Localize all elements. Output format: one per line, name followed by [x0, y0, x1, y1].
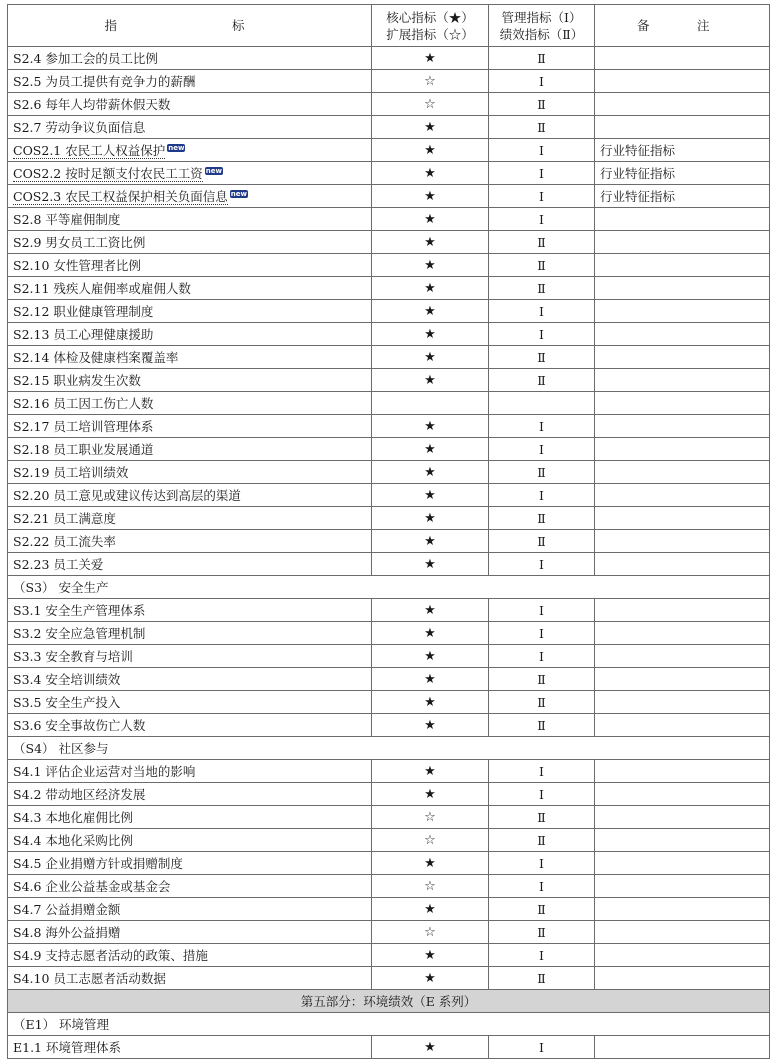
management-performance-mark: Ⅱ	[489, 921, 595, 944]
indicator-name-cell	[8, 461, 372, 484]
management-performance-mark: Ⅱ	[489, 47, 595, 70]
remark-cell	[595, 323, 770, 346]
management-performance-mark: Ⅱ	[489, 714, 595, 737]
indicator-name-cell	[8, 346, 372, 369]
remark-cell	[595, 507, 770, 530]
indicator-name: S2.15 职业病发生次数	[13, 373, 141, 388]
remark-cell	[595, 599, 770, 622]
management-performance-mark: Ⅱ	[489, 277, 595, 300]
core-indicator-mark: ★	[372, 461, 489, 484]
indicator-name-cell	[8, 921, 372, 944]
table-row	[8, 461, 770, 484]
indicator-name: S4.4 本地化采购比例	[13, 833, 133, 848]
indicator-name: S2.7 劳动争议负面信息	[13, 120, 146, 135]
core-indicator-mark: ★	[372, 645, 489, 668]
indicator-name-cell	[8, 208, 372, 231]
table-row	[8, 254, 770, 277]
table-row	[8, 323, 770, 346]
remark-cell	[595, 921, 770, 944]
remark-cell	[595, 461, 770, 484]
header-performance-label: 绩效指标（Ⅱ）	[499, 26, 584, 42]
indicator-name: S3.1 安全生产管理体系	[13, 603, 146, 618]
management-performance-mark: Ⅱ	[489, 967, 595, 990]
management-performance-mark: Ⅰ	[489, 852, 595, 875]
remark-cell	[595, 622, 770, 645]
core-indicator-mark: ★	[372, 691, 489, 714]
section-heading-row	[8, 737, 770, 760]
indicator-name: S2.20 员工意见或建议传达到高层的渠道	[13, 488, 241, 503]
indicator-name: E1.1 环境管理体系	[13, 1040, 121, 1055]
core-indicator-mark: ★	[372, 369, 489, 392]
remark-cell: 行业特征指标	[595, 185, 770, 208]
core-indicator-mark: ★	[372, 139, 489, 162]
core-indicator-mark: ☆	[372, 93, 489, 116]
indicator-name-cell	[8, 852, 372, 875]
indicator-name: S4.7 公益捐赠金额	[13, 902, 121, 917]
indicator-name-cell	[8, 714, 372, 737]
indicator-name: S2.23 员工关爱	[13, 557, 104, 572]
remark-cell	[595, 300, 770, 323]
table-row	[8, 806, 770, 829]
management-performance-mark: Ⅰ	[489, 438, 595, 461]
management-performance-mark: Ⅰ	[489, 1036, 595, 1059]
remark-cell	[595, 875, 770, 898]
indicator-name-cell	[8, 70, 372, 93]
indicator-name-cell	[8, 806, 372, 829]
core-indicator-mark: ☆	[372, 70, 489, 93]
indicator-name: S4.6 企业公益基金或基金会	[13, 879, 171, 894]
indicator-name: S4.2 带动地区经济发展	[13, 787, 146, 802]
indicator-name-cell	[8, 599, 372, 622]
indicator-name: S2.5 为员工提供有竞争力的薪酬	[13, 74, 196, 89]
indicator-name: S4.8 海外公益捐赠	[13, 925, 121, 940]
core-indicator-mark: ★	[372, 852, 489, 875]
part-heading-row	[8, 990, 770, 1013]
header-remark	[595, 5, 770, 47]
indicator-name: S4.3 本地化雇佣比例	[13, 810, 133, 825]
indicator-name-cell	[8, 231, 372, 254]
indicator-name: S4.10 员工志愿者活动数据	[13, 971, 166, 986]
core-indicator-mark	[372, 392, 489, 415]
table-row	[8, 829, 770, 852]
indicator-name-cell	[8, 116, 372, 139]
core-indicator-mark: ☆	[372, 829, 489, 852]
remark-cell	[595, 116, 770, 139]
remark-cell	[595, 967, 770, 990]
remark-cell	[595, 553, 770, 576]
table-body	[8, 47, 770, 1059]
remark-cell	[595, 668, 770, 691]
management-performance-mark: Ⅰ	[489, 185, 595, 208]
management-performance-mark: Ⅱ	[489, 507, 595, 530]
indicator-name-cell	[8, 139, 372, 162]
management-performance-mark: Ⅰ	[489, 415, 595, 438]
core-indicator-mark: ★	[372, 231, 489, 254]
management-performance-mark: Ⅰ	[489, 70, 595, 93]
remark-cell	[595, 944, 770, 967]
indicator-name-cell	[8, 553, 372, 576]
table-row	[8, 185, 770, 208]
header-remark-label: 备 注	[636, 18, 727, 33]
table-row	[8, 760, 770, 783]
management-performance-mark: Ⅱ	[489, 530, 595, 553]
core-indicator-mark: ★	[372, 277, 489, 300]
table-row	[8, 507, 770, 530]
remark-cell	[595, 277, 770, 300]
indicator-name-cell	[8, 185, 372, 208]
indicator-name: COS2.3 农民工权益保护相关负面信息	[13, 189, 228, 204]
indicator-name: COS2.1 农民工人权益保护	[13, 143, 166, 158]
indicator-name-cell	[8, 323, 372, 346]
indicator-name: S4.5 企业捐赠方针或捐赠制度	[13, 856, 183, 871]
table-row	[8, 622, 770, 645]
indicator-name: S2.10 女性管理者比例	[13, 258, 141, 273]
management-performance-mark: Ⅱ	[489, 829, 595, 852]
table-row	[8, 1036, 770, 1059]
table-header-row	[8, 5, 770, 47]
indicator-name-cell	[8, 691, 372, 714]
indicator-name-cell	[8, 944, 372, 967]
management-performance-mark: Ⅰ	[489, 645, 595, 668]
core-indicator-mark: ★	[372, 530, 489, 553]
indicator-name-cell	[8, 93, 372, 116]
management-performance-mark: Ⅰ	[489, 875, 595, 898]
header-indicator-label: 指 标	[104, 18, 275, 33]
management-performance-mark: Ⅱ	[489, 346, 595, 369]
table-row	[8, 944, 770, 967]
table-row	[8, 668, 770, 691]
indicator-name-cell	[8, 783, 372, 806]
remark-cell	[595, 208, 770, 231]
header-core-extended	[372, 5, 489, 47]
indicator-name-cell	[8, 898, 372, 921]
table-row	[8, 875, 770, 898]
core-indicator-mark: ★	[372, 967, 489, 990]
remark-cell	[595, 70, 770, 93]
indicator-name-cell	[8, 622, 372, 645]
core-indicator-mark: ★	[372, 300, 489, 323]
management-performance-mark: Ⅱ	[489, 369, 595, 392]
core-indicator-mark: ☆	[372, 806, 489, 829]
indicator-name: S2.13 员工心理健康援助	[13, 327, 154, 342]
indicator-name: S2.14 体检及健康档案覆盖率	[13, 350, 179, 365]
indicator-name: S3.2 安全应急管理机制	[13, 626, 146, 641]
indicator-name: S3.6 安全事故伤亡人数	[13, 718, 146, 733]
indicator-name-cell	[8, 47, 372, 70]
remark-cell	[595, 1036, 770, 1059]
table-row	[8, 346, 770, 369]
remark-cell	[595, 530, 770, 553]
management-performance-mark: Ⅰ	[489, 944, 595, 967]
new-badge: new	[168, 144, 185, 152]
section-heading: （S4） 社区参与	[8, 737, 770, 760]
management-performance-mark: Ⅱ	[489, 116, 595, 139]
indicator-name-cell	[8, 875, 372, 898]
indicator-name-cell	[8, 392, 372, 415]
indicator-name-cell	[8, 300, 372, 323]
table-row	[8, 208, 770, 231]
management-performance-mark: Ⅱ	[489, 254, 595, 277]
indicator-name: S2.19 员工培训绩效	[13, 465, 129, 480]
core-indicator-mark: ★	[372, 668, 489, 691]
indicator-name-cell	[8, 967, 372, 990]
indicator-name: S4.9 支持志愿者活动的政策、措施	[13, 948, 208, 963]
table-row	[8, 438, 770, 461]
table-row	[8, 415, 770, 438]
remark-cell	[595, 691, 770, 714]
table-row	[8, 645, 770, 668]
indicator-name: S4.1 评估企业运营对当地的影响	[13, 764, 196, 779]
table-row	[8, 369, 770, 392]
core-indicator-mark: ★	[372, 484, 489, 507]
core-indicator-mark: ★	[372, 208, 489, 231]
table-row	[8, 70, 770, 93]
section-heading: （E1） 环境管理	[8, 1013, 770, 1036]
remark-cell	[595, 829, 770, 852]
indicator-name: S2.9 男女员工工资比例	[13, 235, 146, 250]
core-indicator-mark: ★	[372, 254, 489, 277]
table-row	[8, 852, 770, 875]
table-row	[8, 921, 770, 944]
table-row	[8, 599, 770, 622]
table-row	[8, 484, 770, 507]
table-row	[8, 392, 770, 415]
section-heading: （S3） 安全生产	[8, 576, 770, 599]
indicator-name-cell	[8, 760, 372, 783]
indicator-name: S2.22 员工流失率	[13, 534, 116, 549]
remark-cell	[595, 898, 770, 921]
indicator-name: S2.8 平等雇佣制度	[13, 212, 121, 227]
core-indicator-mark: ★	[372, 1036, 489, 1059]
core-indicator-mark: ★	[372, 783, 489, 806]
indicator-table	[7, 4, 770, 1059]
indicator-name: S2.16 员工因工伤亡人数	[13, 396, 154, 411]
management-performance-mark: Ⅱ	[489, 668, 595, 691]
table-row	[8, 277, 770, 300]
remark-cell	[595, 415, 770, 438]
management-performance-mark: Ⅰ	[489, 323, 595, 346]
indicator-name-cell	[8, 530, 372, 553]
remark-cell	[595, 392, 770, 415]
core-indicator-mark: ★	[372, 116, 489, 139]
core-indicator-mark: ★	[372, 553, 489, 576]
indicator-name-cell	[8, 1036, 372, 1059]
header-extended-label: 扩展指标（☆）	[386, 26, 474, 42]
indicator-name: S2.17 员工培训管理体系	[13, 419, 154, 434]
indicator-name: COS2.2 按时足额支付农民工工资	[13, 166, 203, 181]
indicator-name: S2.4 参加工会的员工比例	[13, 51, 158, 66]
management-performance-mark: Ⅰ	[489, 783, 595, 806]
core-indicator-mark: ★	[372, 944, 489, 967]
indicator-name: S2.21 员工满意度	[13, 511, 116, 526]
core-indicator-mark: ★	[372, 323, 489, 346]
management-performance-mark: Ⅰ	[489, 622, 595, 645]
indicator-name-cell	[8, 162, 372, 185]
table-row	[8, 691, 770, 714]
core-indicator-mark: ★	[372, 760, 489, 783]
remark-cell	[595, 484, 770, 507]
header-core-label: 核心指标（★）	[386, 9, 474, 25]
core-indicator-mark: ★	[372, 898, 489, 921]
core-indicator-mark: ★	[372, 415, 489, 438]
indicator-name: S3.4 安全培训绩效	[13, 672, 121, 687]
management-performance-mark: Ⅰ	[489, 139, 595, 162]
section-heading-row	[8, 576, 770, 599]
remark-cell	[595, 346, 770, 369]
table-row	[8, 553, 770, 576]
table-row	[8, 530, 770, 553]
remark-cell	[595, 714, 770, 737]
indicator-name: S3.5 安全生产投入	[13, 695, 121, 710]
table-row	[8, 898, 770, 921]
indicator-name-cell	[8, 668, 372, 691]
remark-cell	[595, 806, 770, 829]
remark-cell	[595, 645, 770, 668]
remark-cell	[595, 852, 770, 875]
indicator-name-cell	[8, 507, 372, 530]
management-performance-mark: Ⅰ	[489, 484, 595, 507]
indicator-name-cell	[8, 254, 372, 277]
indicator-name: S3.3 安全教育与培训	[13, 649, 133, 664]
core-indicator-mark: ☆	[372, 921, 489, 944]
remark-cell	[595, 254, 770, 277]
management-performance-mark: Ⅰ	[489, 162, 595, 185]
table-row	[8, 231, 770, 254]
remark-cell	[595, 438, 770, 461]
indicator-name-cell	[8, 277, 372, 300]
core-indicator-mark: ★	[372, 47, 489, 70]
management-performance-mark	[489, 392, 595, 415]
remark-cell	[595, 47, 770, 70]
table-row	[8, 300, 770, 323]
remark-cell	[595, 783, 770, 806]
table-row	[8, 116, 770, 139]
indicator-name-cell	[8, 829, 372, 852]
core-indicator-mark: ★	[372, 162, 489, 185]
core-indicator-mark: ★	[372, 714, 489, 737]
management-performance-mark: Ⅱ	[489, 461, 595, 484]
management-performance-mark: Ⅱ	[489, 898, 595, 921]
header-indicator	[8, 5, 372, 47]
indicator-name: S2.11 残疾人雇佣率或雇佣人数	[13, 281, 191, 296]
management-performance-mark: Ⅰ	[489, 599, 595, 622]
indicator-name: S2.6 每年人均带薪休假天数	[13, 97, 171, 112]
remark-cell	[595, 369, 770, 392]
management-performance-mark: Ⅱ	[489, 93, 595, 116]
table-row	[8, 139, 770, 162]
core-indicator-mark: ★	[372, 622, 489, 645]
management-performance-mark: Ⅰ	[489, 553, 595, 576]
remark-cell	[595, 760, 770, 783]
indicator-name: S2.18 员工职业发展通道	[13, 442, 154, 457]
management-performance-mark: Ⅰ	[489, 300, 595, 323]
indicator-name-cell	[8, 645, 372, 668]
remark-cell: 行业特征指标	[595, 162, 770, 185]
core-indicator-mark: ★	[372, 438, 489, 461]
remark-cell: 行业特征指标	[595, 139, 770, 162]
table-row	[8, 162, 770, 185]
section-heading-row	[8, 1013, 770, 1036]
indicator-name-cell	[8, 484, 372, 507]
core-indicator-mark: ☆	[372, 875, 489, 898]
table-row	[8, 967, 770, 990]
core-indicator-mark: ★	[372, 346, 489, 369]
core-indicator-mark: ★	[372, 507, 489, 530]
indicator-name-cell	[8, 438, 372, 461]
header-management-label: 管理指标（Ⅰ）	[501, 9, 582, 25]
part-heading: 第五部分：环境绩效（E 系列）	[8, 990, 770, 1013]
table-row	[8, 714, 770, 737]
indicator-name-cell	[8, 369, 372, 392]
core-indicator-mark: ★	[372, 599, 489, 622]
new-badge: new	[230, 190, 247, 198]
table-row	[8, 783, 770, 806]
new-badge: new	[205, 167, 222, 175]
table-row	[8, 93, 770, 116]
indicator-name-cell	[8, 415, 372, 438]
management-performance-mark: Ⅰ	[489, 760, 595, 783]
table-row	[8, 47, 770, 70]
management-performance-mark: Ⅱ	[489, 806, 595, 829]
management-performance-mark: Ⅰ	[489, 208, 595, 231]
core-indicator-mark: ★	[372, 185, 489, 208]
management-performance-mark: Ⅱ	[489, 231, 595, 254]
remark-cell	[595, 231, 770, 254]
management-performance-mark: Ⅱ	[489, 691, 595, 714]
indicator-name: S2.12 职业健康管理制度	[13, 304, 154, 319]
remark-cell	[595, 93, 770, 116]
header-management-performance	[489, 5, 595, 47]
